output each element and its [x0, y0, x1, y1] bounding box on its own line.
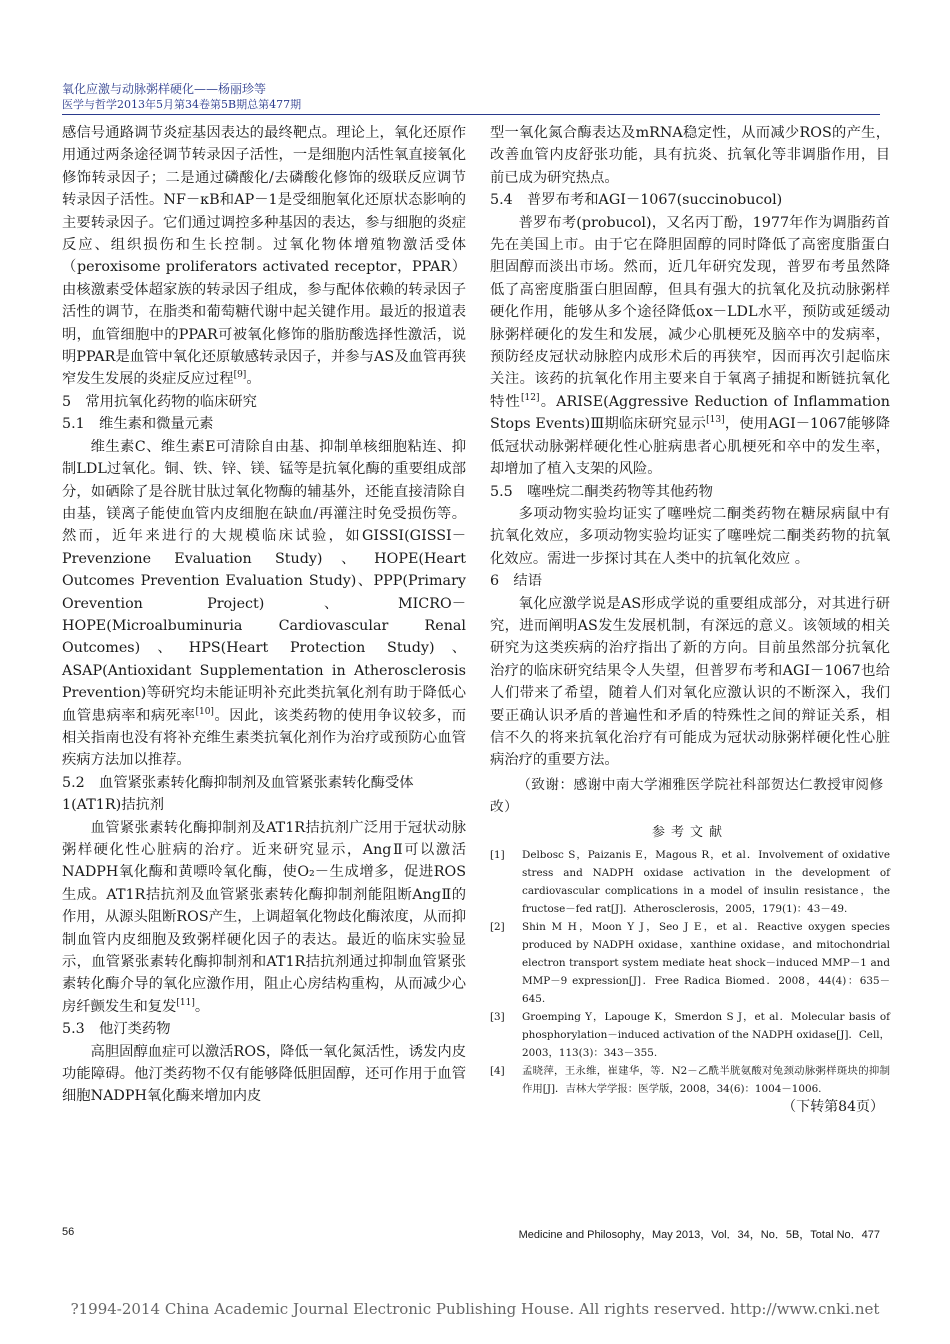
- left-column: [62, 122, 466, 1108]
- paragraph: 多项动物实验均证实了噻唑烷二酮类药物在糖尿病鼠中有抗氧化效应，多项动物实验均证实了噻唑烷二酮类药物的抗氧化效应。需进一步探讨其在人类中的抗氧化效应 。: [490, 505, 890, 567]
- citation: [12]: [521, 393, 540, 404]
- citation: [11]: [176, 998, 195, 1009]
- header-rule: [62, 114, 880, 115]
- right-column: [490, 122, 890, 1119]
- citation: [9]: [233, 370, 247, 381]
- section-heading: 6 结语: [490, 573, 542, 590]
- running-journal-info: 医学与哲学2013年5月第34卷第5B期总第477期: [62, 98, 302, 111]
- reference-item: [1] Delbosc S，Paizanis E，Magous R，et al．Involvement of oxidative stress and NADPH oxidase activation in the development of cardiovascular complications in a model of insulin resistance，the fructose－fed rat[J]．Atherosclerosis，2005，179(1)：43－49.: [490, 849, 890, 916]
- reference-item: [3] Groemping Y，Lapouge K，Smerdon S J，et al．Molecular basis of phosphorylation－induced activation of the NADPH oxidase[J]．Cell，2003，113(3)：343－355.: [490, 1011, 890, 1060]
- journal-footer: Medicine and Philosophy，May 2013，Vol．34，No．5B，Total No．477: [518, 1229, 880, 1241]
- references-title: 参考文献: [651, 824, 728, 840]
- copyright-notice: ?1994-2014 China Academic Journal Electronic Publishing House. All rights reserved. http://www.cnki.net: [70, 1300, 880, 1318]
- acknowledgement: （致谢：感谢中南大学湘雅医学院社科部贺达仁教授审阅修改）: [490, 776, 884, 815]
- subsection-heading: 5.4 普罗布考和AGI－1067(succinobucol): [490, 192, 783, 209]
- subsection-heading: 5.2 血管紧张素转化酶抑制剂及血管紧张素转化酶受体1(AT1R)拮抗剂: [62, 774, 414, 814]
- subsection-heading: 5.3 他汀类药物: [62, 1021, 171, 1038]
- section-heading: 5 常用抗氧化药物的临床研究: [62, 393, 257, 410]
- paragraph: 普罗布考(probucol)，又名丙丁酚，1977年作为调脂药首先在美国上市。由于它在降胆固醇的同时降低了高密度脂蛋白胆固醇而淡出市场。然而，近几年研究发现，普罗布考虽然降低了高密度脂蛋白胆固醇，但具有强大的抗氧化及抗动脉粥样硬化作用，能够从多个途径降低ox－LDL水平，预防或延缓动脉粥样硬化的发生和发展，减少心肌梗死及脑卒中的发病率，预防经皮冠状动脉腔内成形术后的再狭窄，因而再次引起临床关注。该药的抗氧化作用主要来自于氧离子捕捉和断链抗氧化特性[12]。ARISE(Aggressive Reduction of Inflammation Stops Events)Ⅲ期临床研究显示[13]，使用AGI－1067能够降低冠状动脉粥样硬化性心脏病患者心肌梗死和卒中的发生率，却增加了植入支架的风险。: [490, 214, 890, 478]
- reference-item: [2] Shin M H，Moon Y J，Seo J E，et al．Reactive oxygen species produced by NADPH oxidase，xanthine oxidase，and mitochondrial electron transport system mediate heat shock－induced MMP－1 and MMP－9 expression[J]．Free Radica Biomed．2008，44(4)：635－645.: [490, 921, 890, 1006]
- paragraph: 高胆固醇血症可以激活ROS，降低一氧化氮活性，诱发内皮功能障碍。他汀类药物不仅有能够降低胆固醇，还可作用于血管细胞NADPH氧化酶来增加内皮: [62, 1043, 466, 1105]
- paragraph: 血管紧张素转化酶抑制剂及AT1R拮抗剂广泛用于冠状动脉粥样硬化性心脏病的治疗。近来研究显示，AngⅡ可以激活NADPH氧化酶和黄嘌呤氧化酶，使O₂－生成增多，促进ROS生成。AT1R拮抗剂及血管紧张素转化酶抑制剂能阻断AngⅡ的作用，从源头阻断ROS产生，上调超氧化物歧化酶浓度，从而抑制血管内皮细胞及致粥样硬化因子的表达。最近的临床实验显示，血管紧张素转化酶抑制剂和AT1R拮抗剂通过抑制血管紧张素转化酶介导的氧化应激作用，阻止心房结构重构，从而减少心房纤颤发生和复发[11]。: [62, 819, 466, 1015]
- running-title: 氧化应激与动脉粥样硬化——杨丽珍等: [62, 82, 267, 96]
- continued-note: （下转第84页）: [782, 1099, 884, 1116]
- subsection-heading: 5.5 噻唑烷二酮类药物等其他药物: [490, 483, 713, 500]
- paragraph: 型一氧化氮合酶表达及mRNA稳定性，从而减少ROS的产生，改善血管内皮舒张功能，具有抗炎、抗氧化等非调脂作用，目前已成为研究热点。: [490, 125, 890, 186]
- citation: [10]: [195, 706, 214, 717]
- subsection-heading: 5.1 维生素和微量元素: [62, 416, 214, 433]
- paragraph: 感信号通路调节炎症基因表达的最终靶点。理论上，氧化还原作用通过两条途径调节转录因子活性，一是细胞内活性氧直接氧化修饰转录因子；二是通过磷酸化/去磷酸化修饰的级联反应调节转录因子活性。NF－κB和AP－1是受细胞氧化还原状态影响的主要转录因子。它们通过调控多种基因的表达，参与细胞的炎症反应、组织损伤和生长控制。过氧化物体增殖物激活受体（peroxisome proliferators activated receptor，PPAR）由核激素受体超家族的转录因子组成，参与配体依赖的转录因子活性的调节，在脂类和葡萄糖代谢中起关键作用。最近的报道表明，血管细胞中的PPAR可被氧化修饰的脂肪酸选择性激活，说明PPAR是血管中氧化还原敏感转录因子，并参与AS及血管再狭窄发生发展的炎症反应过程[9]。: [62, 125, 466, 388]
- paragraph: 维生素C、维生素E可清除自由基、抑制单核细胞粘连、抑制LDL过氧化。铜、铁、锌、镁、锰等是抗氧化酶的重要组成部分，如硒除了是谷胱甘肽过氧化物酶的辅基外，还能直接清除自由基，镁离子能使血管内皮细胞在缺血/再灌注时免受损伤等。然而，近年来进行的大规模临床试验，如GISSI(GISSI－Prevenzione Evaluation Study)、HOPE(Heart Outcomes Prevention Evaluation Study)、PPP(Primary Orevention Project)、MICRO－HOPE(Microalbuminuria Cardiovascular Renal Outcomes)、HPS(Heart Protection Study)、ASAP(Antioxidant Supplementation in Atherosclerosis Prevention)等研究均未能证明补充此类抗氧化剂有助于降低心血管患病率和病死率[10]。因此，该类药物的使用争议较多，而相关指南也没有将补充维生素类抗氧化剂作为治疗或预防心血管疾病方法加以推荐。: [62, 438, 467, 769]
- page-number: 56: [62, 1226, 75, 1238]
- reference-item: [4] 孟晓萍，王永维，崔建华，等．N2－乙酰半胱氨酸对兔颈动脉粥样斑块的抑制作用[J]．吉林大学学报：医学版，2008，34(6)：1004－1006.: [490, 1065, 890, 1096]
- citation: [13]: [706, 415, 725, 426]
- paragraph: 氧化应激学说是AS形成学说的重要组成部分，对其进行研究，进而阐明AS发生发展机制，有深远的意义。该领域的相关研究为这类疾病的治疗指出了新的方向。目前虽然部分抗氧化治疗的临床研究结果令人失望，但普罗布考和AGI－1067也给人们带来了希望，随着人们对氧化应激认识的不断深入，我们要正确认识矛盾的普遍性和矛盾的特殊性之间的辩证关系，相信不久的将来抗氧化治疗有可能成为冠状动脉粥样硬化性心脏病治疗的重要方法。: [490, 595, 890, 769]
